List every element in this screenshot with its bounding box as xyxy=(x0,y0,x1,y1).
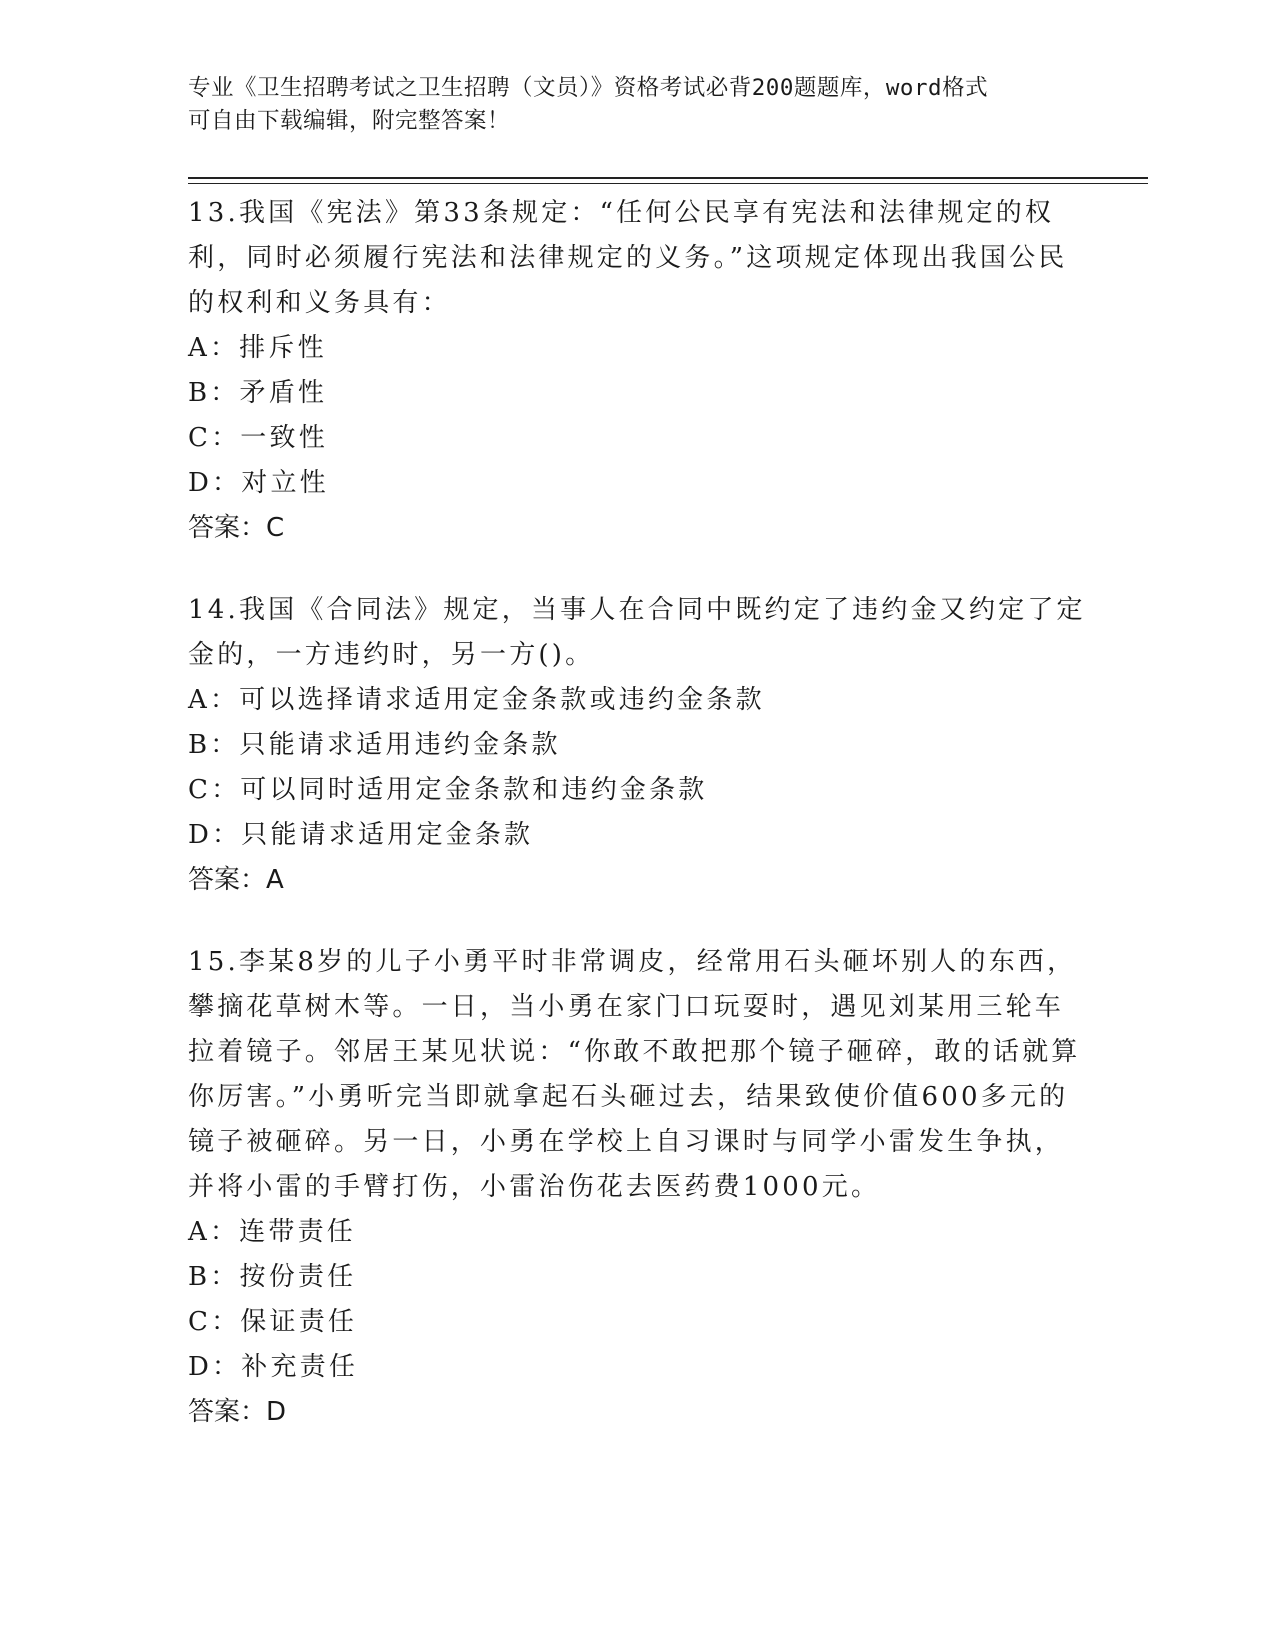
header-rule-thick xyxy=(188,177,1148,179)
question-stem: 14.我国《合同法》规定，当事人在合同中既约定了违约金又约定了定金的，一方违约时，另一方()。 xyxy=(188,595,1086,670)
question-14 xyxy=(188,588,1088,903)
header-line-2: 可自由下载编辑，附完整答案！ xyxy=(188,108,511,134)
option-a: A：排斥性 xyxy=(188,333,327,363)
option-c: C：可以同时适用定金条款和违约金条款 xyxy=(188,775,708,805)
option-a: A：可以选择请求适用定金条款或违约金条款 xyxy=(188,685,765,715)
question-list xyxy=(188,191,1088,1472)
option-d: D：只能请求适用定金条款 xyxy=(188,820,534,850)
question-15 xyxy=(188,940,1088,1435)
document-header xyxy=(188,72,1068,138)
option-c: C：保证责任 xyxy=(188,1307,358,1337)
answer-line: 答案：A xyxy=(188,865,284,895)
option-b: B：按份责任 xyxy=(188,1262,357,1292)
option-b: B：只能请求适用违约金条款 xyxy=(188,730,561,760)
answer-line: 答案：C xyxy=(188,513,285,543)
option-b: B：矛盾性 xyxy=(188,378,328,408)
option-d: D：对立性 xyxy=(188,468,329,498)
question-stem: 13.我国《宪法》第33条规定：“任何公民享有宪法和法律规定的权利，同时必须履行宪法和法律规定的义务。”这项规定体现出我国公民的权利和义务具有： xyxy=(188,198,1068,318)
option-c: C：一致性 xyxy=(188,423,328,453)
question-stem: 15.李某8岁的儿子小勇平时非常调皮，经常用石头砸坏别人的东西，攀摘花草树木等。一日，当小勇在家门口玩耍时，遇见刘某用三轮车拉着镜子。邻居王某见状说：“你敢不敢把那个镜子砸碎，敢的话就算你厉害。”小勇听完当即就拿起石头砸过去，结果致使价值600多元的镜子被砸碎。另一日，小勇在学校上自习课时与同学小雷发生争执，并将小雷的手臂打伤，小雷治伤花去医药费1000元。 xyxy=(188,947,1081,1202)
option-a: A：连带责任 xyxy=(188,1217,356,1247)
header-rule-thin xyxy=(188,183,1148,184)
answer-line: 答案：D xyxy=(188,1397,287,1427)
option-d: D：补充责任 xyxy=(188,1352,359,1382)
question-13 xyxy=(188,191,1088,551)
header-line-1: 专业《卫生招聘考试之卫生招聘（文员）》资格考试必背200题题库，word格式 xyxy=(188,75,989,101)
